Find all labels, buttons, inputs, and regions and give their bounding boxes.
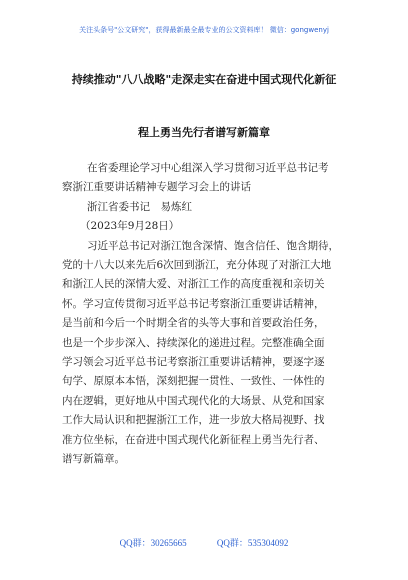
subtitle-line-2: 察浙江重要讲话精神专题学习会上的讲话 <box>62 181 251 194</box>
paragraph-line: 工作大局认识和把握浙江工作，进一步放大格局视野、找 <box>62 414 325 427</box>
paragraph-line: 内在逻辑，更好地从中国式现代化的大场景、从党和国家 <box>62 394 325 407</box>
paragraph-line: 也是一个步步深入、持续深化的递进过程。完整准确全面 <box>62 336 325 349</box>
footer-qq-group-2: QQ群：535304092 <box>216 538 289 548</box>
footer-contact <box>0 536 408 549</box>
paragraph-line: 是当前和今后一个时期全省的头等大事和首要政治任务， <box>62 317 325 330</box>
paragraph-line: 怀。学习宣传贯彻习近平总书记考察浙江重要讲话精神， <box>62 297 325 310</box>
paragraph-line: 准方位坐标，在奋进中国式现代化新征程上勇当先行者、 <box>62 433 325 446</box>
paragraph-line: 党的十八大以来先后6次回到浙江，充分体现了对浙江大地 <box>62 259 332 271</box>
date-line: （2023年9月28日） <box>80 220 180 233</box>
footer-qq-group-1: QQ群：30265665 <box>119 538 187 548</box>
header-banner: 关注头条号"公文研究"，获得最新最全最专业的公文资料库！ 微信：gongwenyj <box>79 26 329 34</box>
subtitle-line-1: 在省委理论学习中心组深入学习贯彻习近平总书记考 <box>87 162 329 174</box>
paragraph-line: 和浙江人民的深情大爱、对浙江工作的高度重视和亲切关 <box>62 278 325 291</box>
paragraph-line: 句学、原原本本悟，深刻把握一贯性、一致性、一体性的 <box>62 375 325 388</box>
paragraph-line: 学习领会习近平总书记考察浙江重要讲话精神，要逐字逐 <box>62 356 325 368</box>
document-title-line-1: 持续推动"八八战略"走深走实在奋进中国式现代化新征 <box>71 73 337 86</box>
author-line: 浙江省委书记 易炼红 <box>87 200 192 213</box>
paragraph-line: 习近平总书记对浙江饱含深情、饱含信任、饱含期待， <box>87 239 339 252</box>
paragraph-line: 谱写新篇章。 <box>62 453 125 465</box>
document-title-line-2: 程上勇当先行者谱写新篇章 <box>138 126 270 139</box>
